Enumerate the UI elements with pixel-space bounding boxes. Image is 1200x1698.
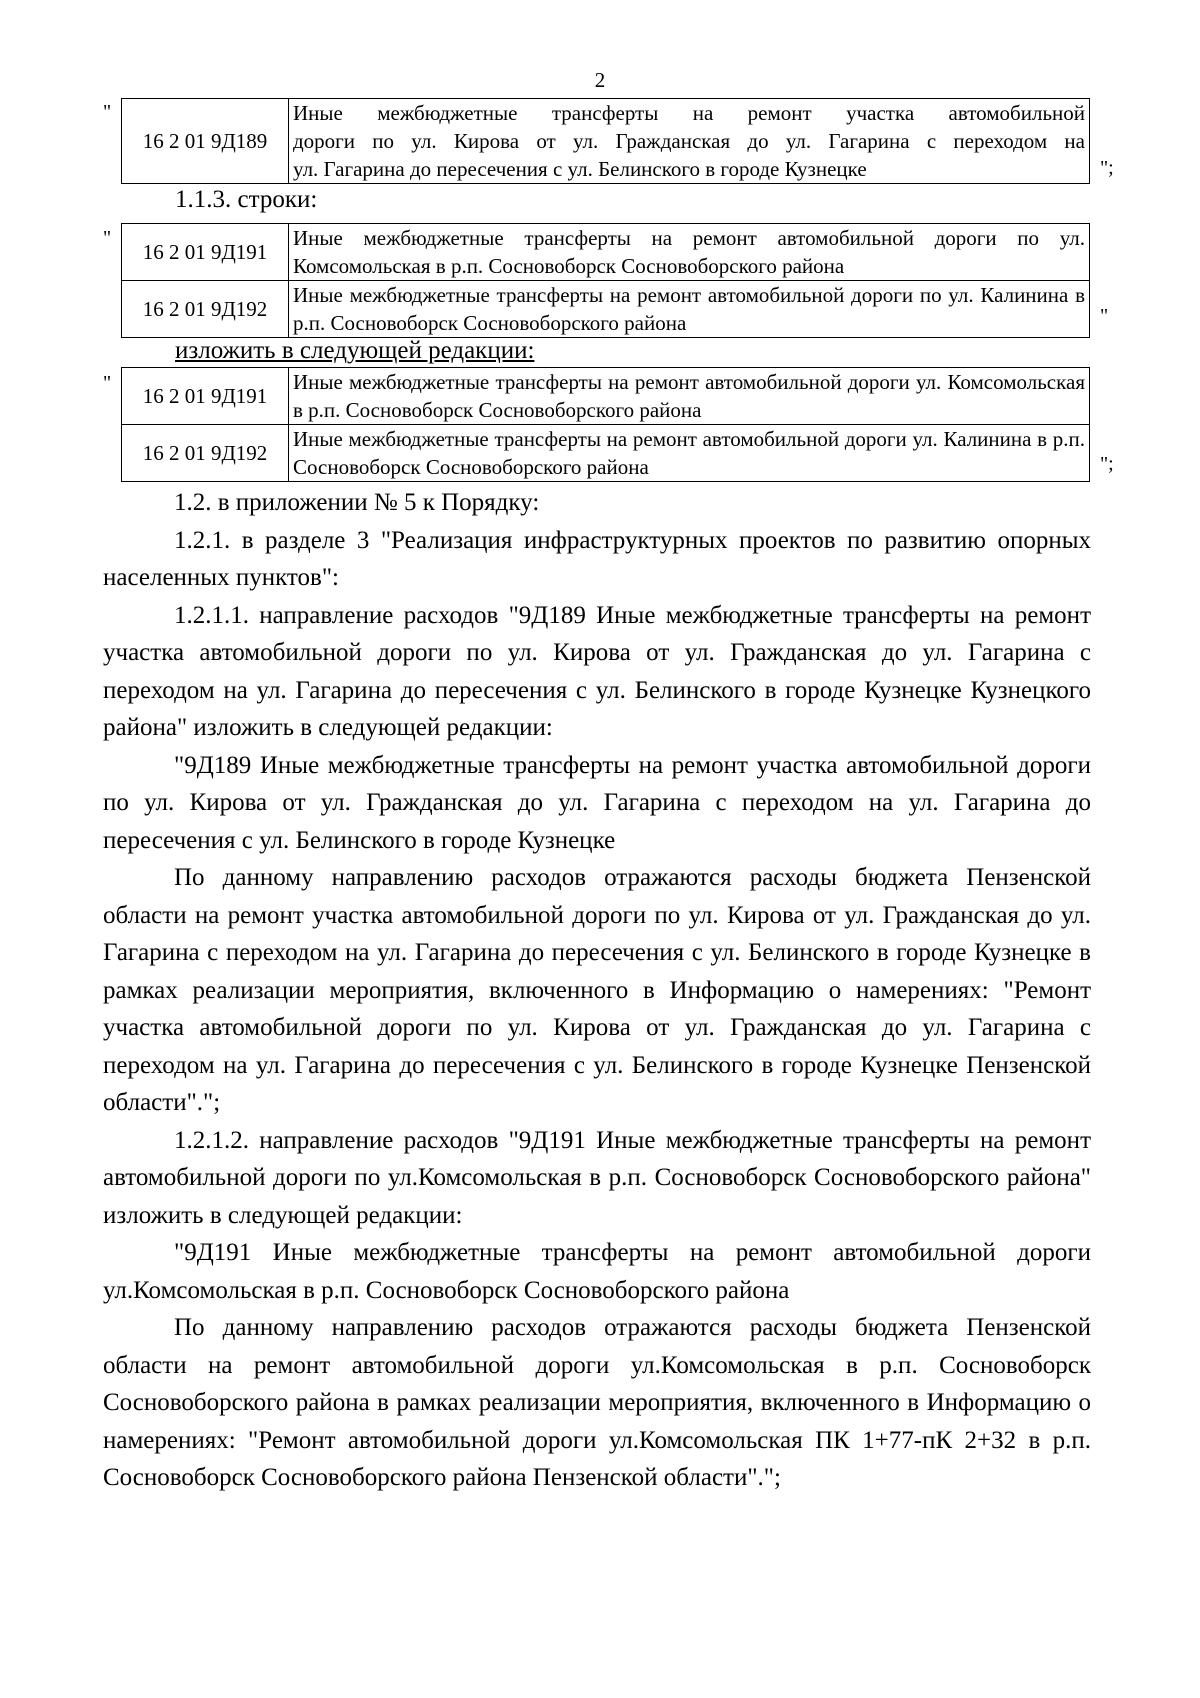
budget-description-cell: Иные межбюджетные трансферты на ремонт автомобильной дороги по ул. Комсомольская в р.п. Сосновоборск Сосновоборского района bbox=[289, 224, 1090, 281]
budget-description-cell: Иные межбюджетные трансферты на ремонт автомобильной дороги по ул. Калинина в р.п. Сосновоборск Сосновоборского района bbox=[289, 281, 1090, 338]
budget-code-table-3 bbox=[121, 367, 1090, 482]
heading-1-1-3: 1.1.3. строки: bbox=[175, 186, 318, 213]
page-number: 2 bbox=[594, 68, 606, 92]
budget-description-cell: Иные межбюджетные трансферты на ремонт автомобильной дороги ул. Калинина в р.п. Сосновоборск Сосновоборского района bbox=[289, 425, 1090, 482]
paragraph-9d191-description: По данному направлению расходов отражаются расходы бюджета Пензенской области на ремонт автомобильной дороги ул.Комсомольская в р.п. Сосновоборск Сосновоборского района в рамках реализации мероприятия, включенного в Информацию о намерениях: "Ремонт автомобильной дороги ул.Комсомольская ПК 1+77-пК 2+32 в р.п. Сосновоборск Сосновоборского района Пензенской области"."; bbox=[103, 1314, 1091, 1491]
heading-redaction: изложить в следующей редакции: bbox=[175, 337, 535, 364]
paragraph-1-2: 1.2. в приложении № 5 к Порядку: bbox=[174, 489, 540, 516]
open-quote: " bbox=[103, 372, 112, 394]
budget-code-table-2 bbox=[121, 223, 1090, 338]
budget-description-cell bbox=[289, 99, 1090, 184]
description-line: Иные межбюджетные трансферты на ремонт участка автомобильной bbox=[293, 101, 1085, 125]
table-row bbox=[122, 281, 1090, 338]
open-quote: " bbox=[103, 101, 112, 123]
document-body bbox=[103, 484, 1091, 1497]
table-row bbox=[122, 99, 1090, 184]
close-quote: " bbox=[1100, 305, 1109, 327]
paragraph-9d191-title: "9Д191 Иные межбюджетные трансферты на ремонт автомобильной дороги ул.Комсомольская в р.п. Сосновоборск Сосновоборского района bbox=[103, 1239, 1091, 1304]
open-quote: " bbox=[103, 227, 112, 249]
budget-code-cell: 16 2 01 9Д189 bbox=[122, 99, 289, 184]
description-line: ул. Гагарина до пересечения с ул. Белинского в городе Кузнецке bbox=[293, 157, 867, 181]
budget-code-cell: 16 2 01 9Д191 bbox=[122, 224, 289, 281]
budget-code-table-1 bbox=[121, 98, 1090, 184]
description-line: дороги по ул. Кирова от ул. Гражданская до ул. Гагарина с переходом на bbox=[293, 129, 1085, 153]
table-row bbox=[122, 425, 1090, 482]
budget-code-cell: 16 2 01 9Д191 bbox=[122, 368, 289, 425]
budget-code-cell: 16 2 01 9Д192 bbox=[122, 425, 289, 482]
paragraph-9d189-description: По данному направлению расходов отражаются расходы бюджета Пензенской области на ремонт участка автомобильной дороги по ул. Кирова от ул. Гражданская до ул. Гагарина с переходом на ул. Гагарина до пересечения с ул. Белинского в городе Кузнецке в рамках реализации мероприятия, включенного в Информацию о намерениях: "Ремонт участка автомобильной дороги по ул. Кирова от ул. Гражданская до ул. Гагарина с переходом на ул. Гагарина до пересечения с ул. Белинского в городе Кузнецке Пензенской области"."; bbox=[103, 864, 1091, 1116]
budget-code-cell: 16 2 01 9Д192 bbox=[122, 281, 289, 338]
table-row bbox=[122, 224, 1090, 281]
paragraph-1-2-1: 1.2.1. в разделе 3 "Реализация инфраструктурных проектов по развитию опорных населенных пунктов": bbox=[103, 526, 1091, 591]
paragraph-1-2-1-1: 1.2.1.1. направление расходов "9Д189 Иные межбюджетные трансферты на ремонт участка автомобильной дороги по ул. Кирова от ул. Гражданская до ул. Гагарина с переходом на ул. Гагарина до пересечения с ул. Белинского в городе Кузнецке Кузнецкого района" изложить в следующей редакции: bbox=[103, 601, 1091, 741]
close-quote: "; bbox=[1100, 453, 1114, 475]
paragraph-9d189-title: "9Д189 Иные межбюджетные трансферты на ремонт участка автомобильной дороги по ул. Кирова от ул. Гражданская до ул. Гагарина с переходом на ул. Гагарина до пересечения с ул. Белинского в городе Кузнецке bbox=[103, 751, 1091, 854]
close-quote: "; bbox=[1100, 157, 1114, 179]
table-row bbox=[122, 368, 1090, 425]
paragraph-1-2-1-2: 1.2.1.2. направление расходов "9Д191 Иные межбюджетные трансферты на ремонт автомобильной дороги по ул.Комсомольская в р.п. Сосновоборск Сосновоборского района" изложить в следующей редакции: bbox=[103, 1126, 1091, 1229]
budget-description-cell: Иные межбюджетные трансферты на ремонт автомобильной дороги ул. Комсомольская в р.п. Сосновоборск Сосновоборского района bbox=[289, 368, 1090, 425]
